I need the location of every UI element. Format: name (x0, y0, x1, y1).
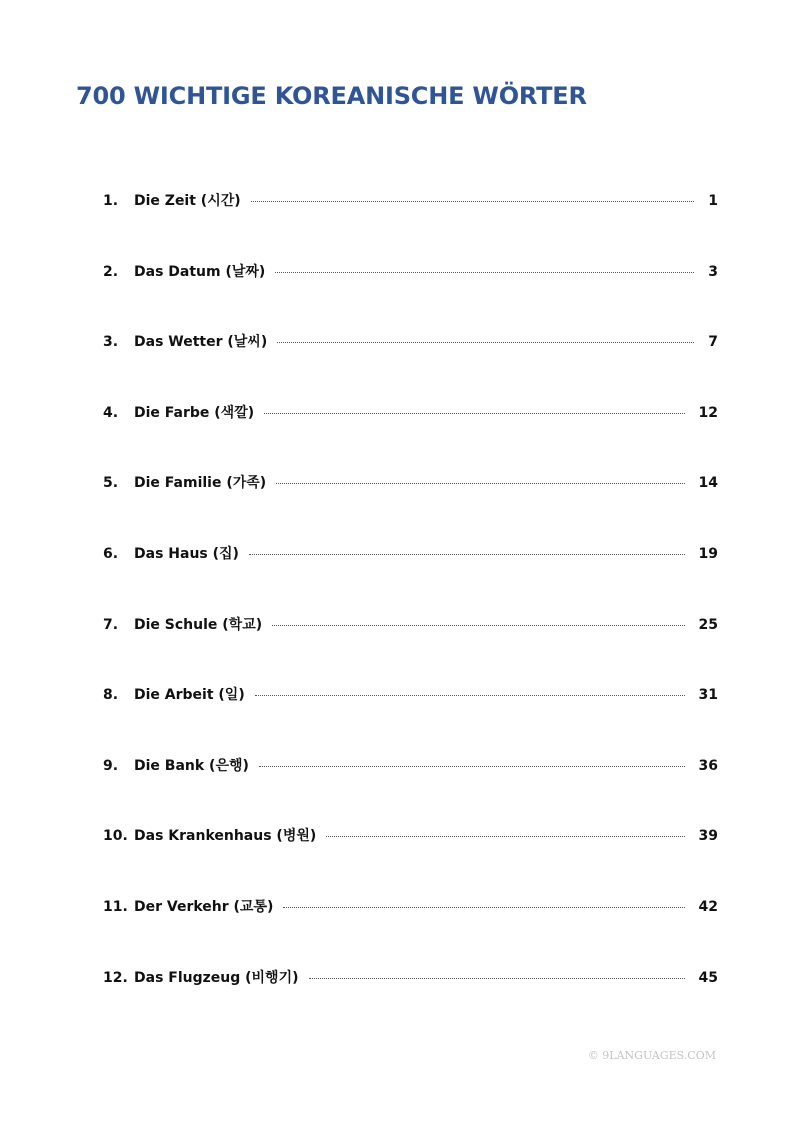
toc-entry-number: 9. (103, 757, 119, 774)
toc-entry-page: 36 (698, 757, 718, 774)
toc-entry-page: 31 (698, 687, 718, 704)
toc-entry-label: Die Bank (은행) (134, 757, 249, 774)
toc-entry-number: 7. (103, 616, 119, 633)
toc-entry-label: Das Haus (집) (134, 545, 239, 562)
dot-leader (326, 836, 684, 837)
dot-leader (272, 625, 684, 626)
copyright-watermark: © 9LANGUAGES.COM (587, 1049, 716, 1062)
toc-entry-label: Der Verkehr (교통) (134, 898, 274, 915)
toc-entry[interactable] (103, 614, 718, 685)
toc-entry-number: 4. (103, 404, 119, 421)
dot-leader (251, 201, 695, 202)
dot-leader (264, 413, 684, 414)
toc-entry-label: Die Familie (가족) (134, 475, 267, 492)
toc-entry-number: 6. (103, 545, 119, 562)
dot-leader (249, 554, 685, 555)
table-of-contents (103, 190, 718, 1037)
toc-entry-page: 1 (708, 193, 718, 209)
toc-entry-label: Die Zeit (시간) (134, 193, 241, 209)
toc-entry-number: 10. (103, 828, 128, 845)
toc-entry-label: Das Wetter (날씨) (134, 334, 268, 351)
toc-entry-label: Die Schule (학교) (134, 616, 263, 633)
toc-entry-page: 45 (698, 969, 718, 986)
toc-entry-label: Das Datum (날짜) (134, 263, 266, 280)
toc-entry-page: 42 (698, 898, 718, 915)
toc-entry[interactable] (103, 472, 718, 543)
toc-entry-label: Das Flugzeug (비행기) (134, 969, 299, 986)
toc-entry-label: Das Krankenhaus (병원) (134, 828, 317, 845)
toc-entry-page: 39 (698, 828, 718, 845)
toc-entry[interactable] (103, 684, 718, 755)
toc-entry-page: 7 (708, 334, 718, 351)
toc-entry[interactable] (103, 402, 718, 473)
toc-entry[interactable] (103, 825, 718, 896)
dot-leader (276, 483, 684, 484)
toc-entry-page: 3 (708, 263, 718, 280)
toc-entry-label: Die Farbe (색깔) (134, 404, 255, 421)
toc-entry[interactable] (103, 967, 718, 1038)
toc-entry[interactable] (103, 896, 718, 967)
toc-entry[interactable] (103, 543, 718, 614)
toc-entry-page: 25 (698, 616, 718, 633)
toc-entry-number: 3. (103, 334, 119, 351)
toc-entry[interactable] (103, 755, 718, 826)
toc-entry-label: Die Arbeit (일) (134, 687, 245, 704)
toc-entry-number: 11. (103, 898, 128, 915)
toc-entry[interactable] (103, 331, 718, 402)
dot-leader (259, 766, 685, 767)
toc-entry-number: 12. (103, 969, 128, 986)
dot-leader (309, 978, 685, 979)
toc-entry-page: 14 (698, 475, 718, 492)
toc-entry-number: 2. (103, 263, 119, 280)
toc-entry-number: 5. (103, 475, 119, 492)
toc-entry-number: 8. (103, 687, 119, 704)
dot-leader (283, 907, 684, 908)
toc-entry-page: 12 (698, 404, 718, 421)
page-title: 700 WICHTIGE KOREANISCHE WÖRTER (76, 82, 587, 110)
dot-leader (255, 695, 685, 696)
toc-entry-number: 1. (103, 193, 119, 209)
dot-leader (277, 342, 694, 343)
toc-entry[interactable] (103, 190, 718, 261)
dot-leader (275, 272, 694, 273)
toc-entry-page: 19 (698, 545, 718, 562)
toc-entry[interactable] (103, 261, 718, 332)
